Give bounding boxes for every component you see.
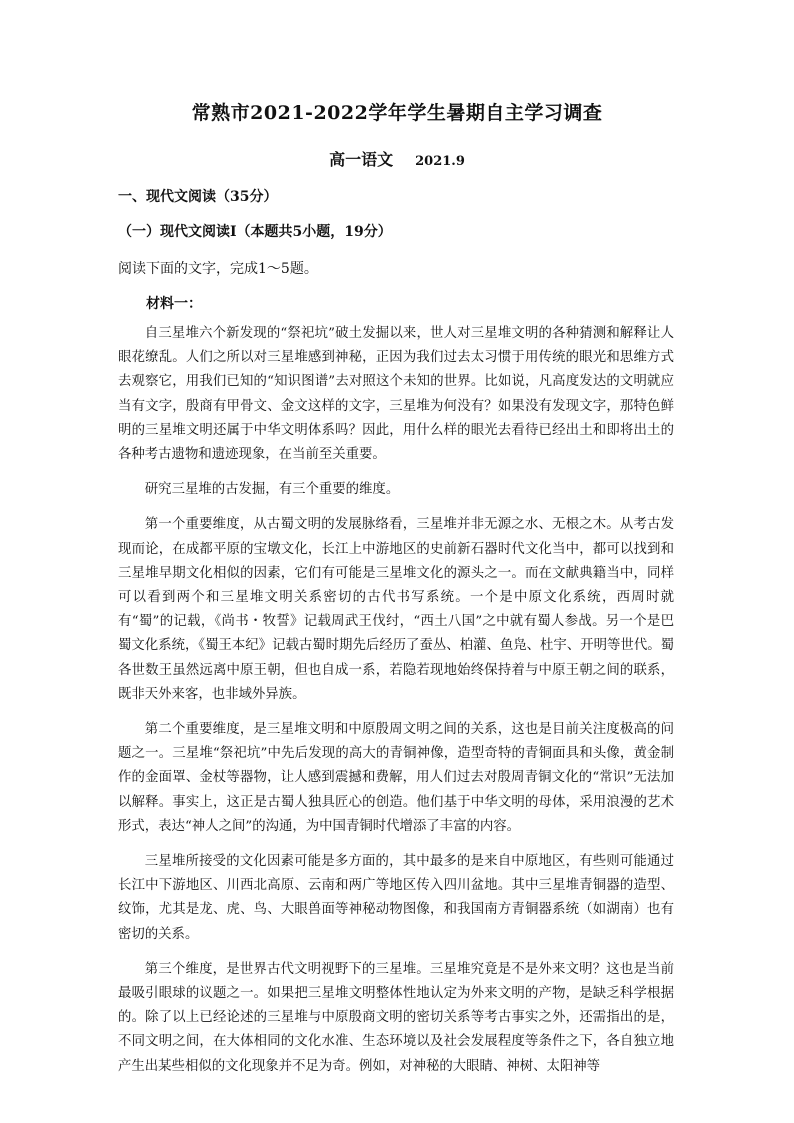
reading-instruction: 阅读下面的文字，完成1～5题。 bbox=[118, 261, 318, 277]
passage-body bbox=[118, 322, 674, 1090]
paragraph: 第二个重要维度，是三星堆文明和中原殷周文明之间的关系，这也是目前关注度极高的问题之一。三星堆“祭祀坑”中先后发现的高大的青铜神像，造型奇特的青铜面具和头像，黄金制作的金面罩、金杖等器物，让人感到震撼和费解，用人们过去对殷周青铜文化的“常识”无法加以解释。事实上，这正是古蜀人独具匠心的创造。他们基于中华文明的母体，采用浪漫的艺术形式，表达“神人之间”的沟通，为中国青铜时代增添了丰富的内容。 bbox=[118, 722, 674, 834]
paragraph: 三星堆所接受的文化因素可能是多方面的，其中最多的是来自中原地区，有些则可能通过长江中下游地区、川西北高原、云南和两广等地区传入四川盆地。其中三星堆青铜器的造型、纹饰，尤其是龙、虎、鸟、大眼兽面等神秘动物图像，和我国南方青铜器系统（如湖南）也有密切的关系。 bbox=[118, 854, 674, 942]
exam-date: 2021.9 bbox=[415, 154, 465, 169]
section-heading-1: 一、现代文阅读（35分） bbox=[118, 189, 278, 205]
document-subtitle bbox=[0, 147, 794, 170]
subject-label: 高一语文 bbox=[329, 150, 394, 169]
paragraph: 第三个维度，是世界古代文明视野下的三星堆。三星堆究竟是不是外来文明？这也是当前最吸引眼球的议题之一。如果把三星堆文明整体性地认定为外来文明的产物，是缺乏科学根据的。除了以上已经论述的三星堆与中原殷商文明的密切关系等考古事实之外，还需指出的是，不同文明之间，在大体相同的文化水准、生态环境以及社会发展程度等条件之下，各自独立地产生出某些相似的文化现象并不足为奇。例如，对神秘的大眼睛、神树、太阳神等 bbox=[118, 961, 674, 1074]
material-label: 材料一： bbox=[146, 296, 202, 312]
paragraph: 自三星堆六个新发现的“祭祀坑”破土发掘以来，世人对三星堆文明的各种猜测和解释让人眼花缭乱。人们之所以对三星堆感到神秘，正因为我们过去太习惯于用传统的眼光和思维方式去观察它，用我们已知的“知识图谱”去对照这个未知的世界。比如说，凡高度发达的文明就应当有文字，殷商有甲骨文、金文这样的文字，三星堆为何没有？如果没有发现文字，那特色鲜明的三星堆文明还属于中华文明体系吗？因此，用什么样的眼光去看待已经出土和即将出土的各种考古遗物和遗迹现象，在当前至关重要。 bbox=[118, 326, 674, 463]
paragraph: 研究三星堆的古发掘，有三个重要的维度。 bbox=[144, 482, 400, 498]
subsection-heading-1: （一）现代文阅读Ⅰ（本题共5小题，19分） bbox=[118, 224, 392, 240]
document-title: 常熟市2021-2022学年学生暑期自主学习调查 bbox=[191, 102, 603, 124]
paragraph: 第一个重要维度，从古蜀文明的发展脉络看，三星堆并非无源之水、无根之木。从考古发现而论，在成都平原的宝墩文化，长江上中游地区的史前新石器时代文化当中，都可以找到和三星堆早期文化相似的因素，它们有可能是三星堆文化的源头之一。而在文献典籍当中，同样可以看到两个和三星堆文明关系密切的古代书写系统。一个是中原文化系统，西周时就有“蜀”的记载，《尚书・牧誓》记载周武王伐纣，“西土八国”之中就有蜀人参战。另一个是巴蜀文化系统，《蜀王本纪》记载古蜀时期先后经历了蚕丛、柏灌、鱼凫、杜宇、开明等世代。蜀各世数王虽然远离中原王朝，但也自成一系，若隐若现地始终保持着与中原王朝之间的联系，既非天外来客，也非域外异族。 bbox=[118, 517, 674, 702]
